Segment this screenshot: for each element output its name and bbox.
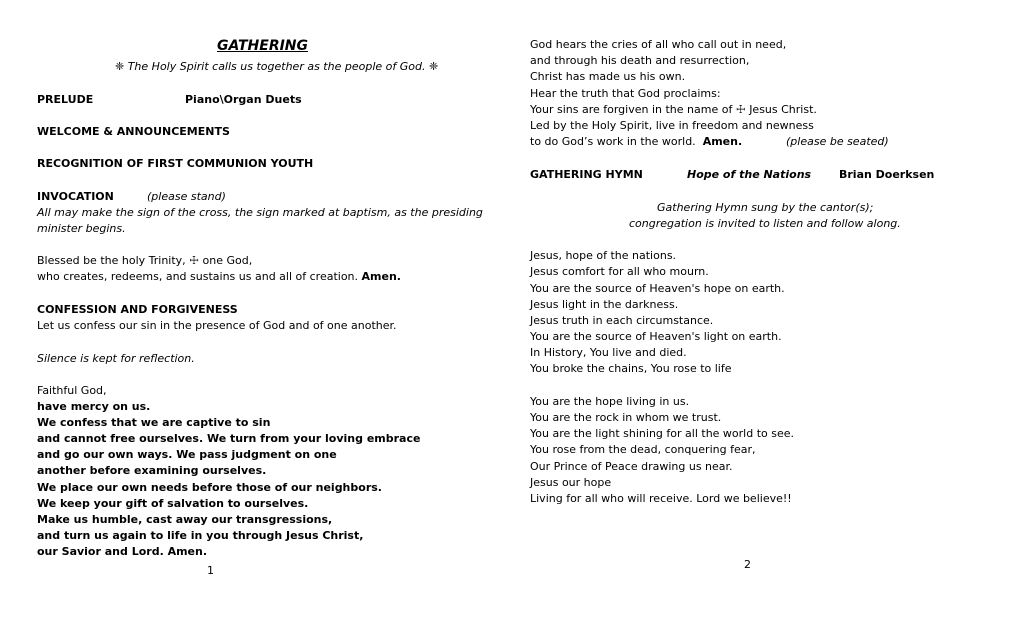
page-2 [512, 0, 1024, 622]
forgiveness-line: Your sins are forgiven in the name of ☩ Jesus Christ. [530, 103, 817, 116]
hymn-line: In History, You live and died. [530, 346, 687, 359]
prelude-label: PRELUDE [37, 93, 94, 106]
section-title: GATHERING [217, 38, 309, 54]
confession-line: Make us humble, cast away our transgressions, [37, 513, 333, 526]
forgiveness-line: Christ has made us his own. [530, 70, 686, 83]
forgiveness-line: Led by the Holy Spirit, live in freedom and newness [530, 119, 814, 132]
hymn-title: Hope of the Nations [687, 168, 812, 181]
confession-heading: CONFESSION AND FORGIVENESS [37, 303, 238, 316]
confession-line: another before examining ourselves. [37, 464, 267, 477]
welcome-heading: WELCOME & ANNOUNCEMENTS [37, 125, 230, 138]
blessing-line: who creates, redeems, and sustains us and all of creation. Amen. [37, 270, 401, 283]
confession-line: We keep your gift of salvation to ourselves. [37, 497, 309, 510]
cantor-note: Gathering Hymn sung by the cantor(s); [657, 201, 874, 214]
hymn-line: Living for all who will receive. Lord we believe!! [530, 492, 792, 505]
forgiveness-line: and through his death and resurrection, [530, 54, 750, 67]
invocation-instruction: minister begins. [37, 222, 126, 235]
confession-line: We confess that we are captive to sin [37, 416, 271, 429]
hymn-line: Our Prince of Peace drawing us near. [530, 460, 733, 473]
hymn-line: Jesus light in the darkness. [530, 298, 679, 311]
confession-line: and turn us again to life in you through Jesus Christ, [37, 529, 364, 542]
page-number: 1 [207, 564, 214, 577]
hymn-line: Jesus, hope of the nations. [530, 249, 677, 262]
silence-rubric: Silence is kept for reflection. [37, 352, 195, 365]
invocation-note: (please stand) [147, 190, 226, 203]
page-number: 2 [744, 558, 751, 571]
confession-intro: Let us confess our sin in the presence of God and of one another. [37, 319, 397, 332]
amen: Amen. [702, 135, 743, 148]
hymn-line: Jesus our hope [530, 476, 612, 489]
hymn-line: You rose from the dead, conquering fear, [530, 443, 756, 456]
faithful-line: Faithful God, [37, 384, 107, 397]
confession-line: We place our own needs before those of our neighbors. [37, 481, 382, 494]
hymn-author: Brian Doerksen [839, 168, 935, 181]
confession-line: have mercy on us. [37, 400, 151, 413]
hymn-line: You are the source of Heaven's light on earth. [530, 330, 782, 343]
confession-line: and go our own ways. We pass judgment on one [37, 448, 337, 461]
hymn-line: Jesus comfort for all who mourn. [530, 265, 709, 278]
hymn-line: You are the hope living in us. [530, 395, 690, 408]
hymn-line: You broke the chains, You rose to life [530, 362, 732, 375]
hymn-line: You are the light shining for all the world to see. [530, 427, 795, 440]
recognition-heading: RECOGNITION OF FIRST COMMUNION YOUTH [37, 157, 314, 170]
invocation-instruction: All may make the sign of the cross, the sign marked at baptism, as the presiding [37, 206, 483, 219]
section-subtitle: ❈ The Holy Spirit calls us together as the people of God. ❈ [115, 60, 439, 73]
amen: Amen. [361, 270, 401, 283]
forgiveness-line: God hears the cries of all who call out in need, [530, 38, 787, 51]
prelude-title: Piano\Organ Duets [185, 93, 302, 106]
forgiveness-line: Hear the truth that God proclaims: [530, 87, 721, 100]
invocation-heading: INVOCATION [37, 190, 114, 203]
confession-line: our Savior and Lord. Amen. [37, 545, 208, 558]
hymn-line: Jesus truth in each circumstance. [530, 314, 714, 327]
forgiveness-line: to do God’s work in the world. Amen. [530, 135, 743, 148]
cantor-note: congregation is invited to listen and follow along. [629, 217, 901, 230]
hymn-line: You are the source of Heaven's hope on earth. [530, 282, 785, 295]
hymn-line: You are the rock in whom we trust. [530, 411, 722, 424]
confession-line: and cannot free ourselves. We turn from your loving embrace [37, 432, 421, 445]
hymn-heading: GATHERING HYMN [530, 168, 643, 181]
seated-note: (please be seated) [786, 135, 889, 148]
blessing-line: Blessed be the holy Trinity, ☩ one God, [37, 254, 253, 267]
